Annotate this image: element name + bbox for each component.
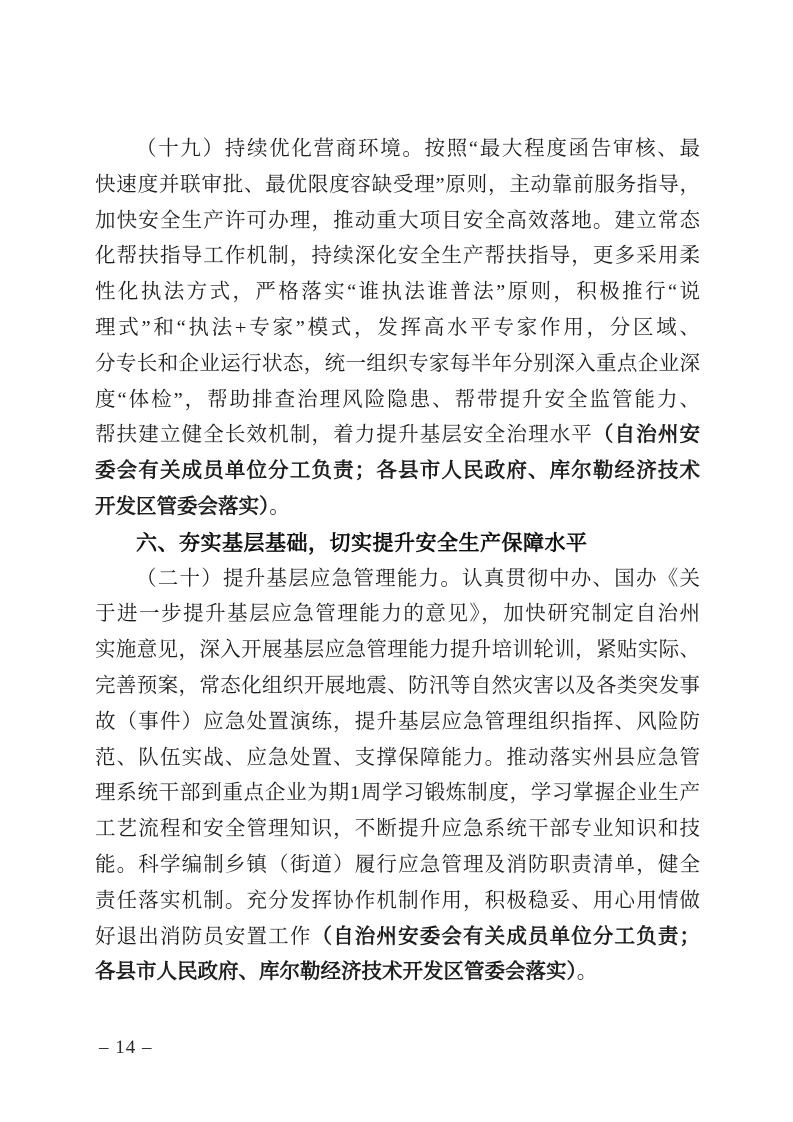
page-number: – 14 – [99, 1037, 153, 1058]
para20-line-10 [95, 884, 700, 920]
body-text: 工艺流程和安全管理知识，不断提升应急系统干部专业知识和技 [95, 818, 700, 841]
para19-line-9 [95, 418, 700, 454]
para20-line-1 [95, 562, 700, 598]
para19-line-11 [95, 490, 700, 526]
body-text: 实施意见，深入开展基层应急管理能力提升培训轮训，紧贴实际、 [95, 639, 700, 662]
body-text: 理系统干部到重点企业为期1周学习锻炼制度，学习掌握企业生产 [95, 782, 700, 805]
para19-line-3 [95, 204, 700, 240]
para19-line-4 [95, 239, 700, 275]
responsibility-clause: 开发区管委会落实） [95, 495, 270, 518]
body-text: 。 [269, 495, 290, 518]
para20-line-8 [95, 812, 700, 848]
para19-line-8 [95, 383, 700, 419]
text-block [95, 132, 700, 991]
body-text: 好退出消防员安置工作 [95, 925, 312, 948]
body-text: 度“体检”，帮助排查治理风险隐患、帮带提升安全监管能力、 [95, 388, 700, 411]
para19-line-10 [95, 454, 700, 490]
body-text: （十九）持续优化营商环境。按照“最大程度函告审核、最 [136, 138, 700, 160]
section-heading-6 [95, 526, 700, 562]
para19-line-1 [95, 132, 700, 168]
body-text: 性化执法方式，严格落实“谁执法谁普法”原则，积极推行“说 [95, 281, 700, 304]
body-text: 化帮扶指导工作机制，持续深化安全生产帮扶指导，更多采用柔 [95, 245, 700, 268]
heading-text: 六、夯实基层基础，切实提升安全生产保障水平 [136, 531, 588, 555]
para19-line-5 [95, 275, 700, 311]
responsibility-clause: 各县市人民政府、库尔勒经济技术开发区管委会落实） [95, 961, 577, 984]
body-text: 完善预案，常态化组织开展地震、防汛等自然灾害以及各类突发事 [95, 674, 700, 697]
body-text: 快速度并联审批、最优限度容缺受理”原则，主动靠前服务指导， [95, 173, 700, 196]
para20-line-3 [95, 633, 700, 669]
body-text: 分专长和企业运行状态，统一组织专家每半年分别深入重点企业深 [95, 352, 700, 375]
para20-line-11 [95, 920, 700, 956]
para20-line-4 [95, 669, 700, 705]
para20-line-9 [95, 848, 700, 884]
para20-line-12 [95, 955, 700, 991]
body-text: （二十）提升基层应急管理能力。认真贯彻中办、国办《关 [136, 567, 700, 590]
para19-line-2 [95, 168, 700, 204]
responsibility-clause: （自治州安委会有关成员单位分工负责； [311, 925, 700, 948]
para20-line-6 [95, 741, 700, 777]
body-text: 故（事件）应急处置演练，提升基层应急管理组织指挥、风险防 [95, 710, 700, 733]
para19-line-7 [95, 347, 700, 383]
responsibility-clause: （自治州安 [592, 424, 700, 447]
body-text: 帮扶建立健全长效机制，着力提升基层安全治理水平 [95, 424, 593, 447]
para20-line-5 [95, 705, 700, 741]
body-text: 范、队伍实战、应急处置、支撑保障能力。推动落实州县应急管 [95, 746, 700, 769]
body-text: 。 [576, 961, 598, 984]
body-text: 理式”和“执法+专家”模式，发挥高水平专家作用，分区域、 [95, 316, 700, 339]
para19-line-6 [95, 311, 700, 347]
responsibility-clause: 委会有关成员单位分工负责；各县市人民政府、库尔勒经济技术 [95, 460, 700, 483]
body-text: 能。科学编制乡镇（街道）履行应急管理及消防职责清单，健全 [95, 853, 700, 876]
body-text: 于进一步提升基层应急管理能力的意见》，加快研究制定自治州 [95, 603, 700, 626]
body-text: 加快安全生产许可办理，推动重大项目安全高效落地。建立常态 [95, 209, 700, 232]
para20-line-7 [95, 776, 700, 812]
para20-line-2 [95, 597, 700, 633]
body-text: 责任落实机制。充分发挥协作机制作用，积极稳妥、用心用情做 [95, 889, 700, 912]
